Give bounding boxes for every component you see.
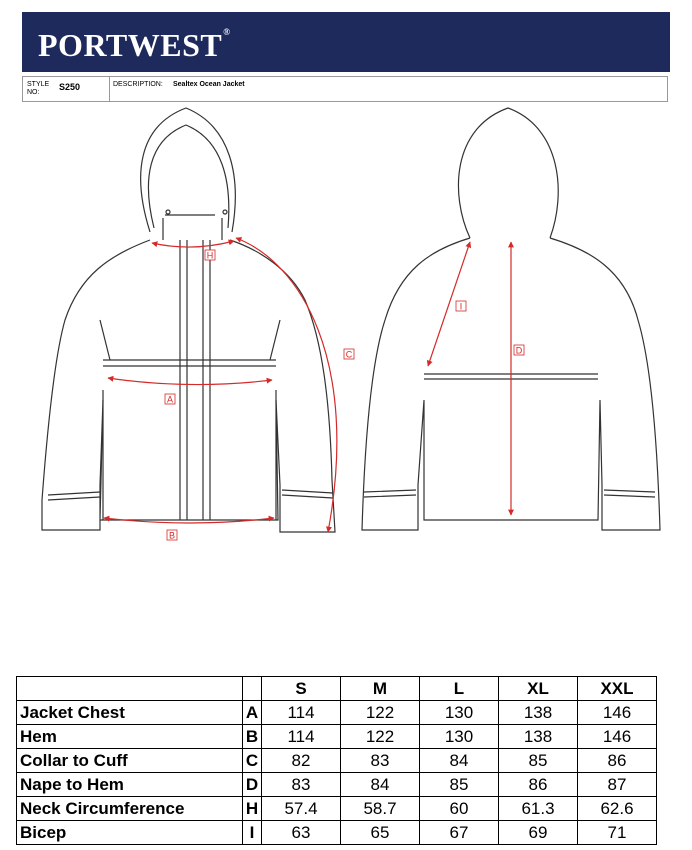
measurement-code: D <box>243 773 262 797</box>
size-header-xxl: XXL <box>578 677 657 701</box>
table-cell: 85 <box>420 773 499 797</box>
callout-h: H <box>206 250 214 261</box>
measurement-code: B <box>243 725 262 749</box>
table-cell: 114 <box>262 701 341 725</box>
table-cell: 138 <box>499 725 578 749</box>
measurement-code: A <box>243 701 262 725</box>
table-cell: 60 <box>420 797 499 821</box>
callout-b: B <box>168 530 176 541</box>
table-cell: 61.3 <box>499 797 578 821</box>
table-cell: 84 <box>420 749 499 773</box>
table-row <box>17 749 657 773</box>
table-cell: 71 <box>578 821 657 845</box>
table-row <box>17 797 657 821</box>
table-cell: 82 <box>262 749 341 773</box>
measurement-lines <box>104 238 511 532</box>
table-cell: 146 <box>578 701 657 725</box>
table-cell: 83 <box>262 773 341 797</box>
measure-line-h <box>152 241 234 247</box>
style-info-bar <box>22 76 668 102</box>
table-row <box>17 701 657 725</box>
table-cell: 57.4 <box>262 797 341 821</box>
size-header-l: L <box>420 677 499 701</box>
measurement-code: I <box>243 821 262 845</box>
table-cell: 146 <box>578 725 657 749</box>
jacket-front-view <box>42 108 335 532</box>
size-chart-table <box>16 676 657 845</box>
measurement-name: Bicep <box>17 821 243 845</box>
table-cell: 138 <box>499 701 578 725</box>
measurement-name: Neck Circumference <box>17 797 243 821</box>
table-cell: 86 <box>578 749 657 773</box>
measurement-name: Jacket Chest <box>17 701 243 725</box>
table-cell: 85 <box>499 749 578 773</box>
table-cell: 130 <box>420 701 499 725</box>
table-cell: 86 <box>499 773 578 797</box>
table-cell: 63 <box>262 821 341 845</box>
table-cell: 87 <box>578 773 657 797</box>
table-cell: 67 <box>420 821 499 845</box>
table-row <box>17 725 657 749</box>
table-cell: 83 <box>341 749 420 773</box>
jacket-technical-drawing <box>0 100 692 550</box>
table-cell: 62.6 <box>578 797 657 821</box>
measure-line-c <box>236 238 337 532</box>
table-cell: 130 <box>420 725 499 749</box>
callout-i: I <box>459 301 463 312</box>
measurement-name: Collar to Cuff <box>17 749 243 773</box>
size-header-s: S <box>262 677 341 701</box>
size-header-xl: XL <box>499 677 578 701</box>
table-cell: 58.7 <box>341 797 420 821</box>
table-cell: 84 <box>341 773 420 797</box>
table-cell: 69 <box>499 821 578 845</box>
description-label: DESCRIPTION: <box>113 81 163 88</box>
measurement-name: Nape to Hem <box>17 773 243 797</box>
style-cell <box>23 77 110 101</box>
callout-c: C <box>345 349 353 360</box>
table-cell: 114 <box>262 725 341 749</box>
table-cell: 122 <box>341 701 420 725</box>
table-row <box>17 773 657 797</box>
table-cell: 122 <box>341 725 420 749</box>
measure-line-a <box>108 378 272 385</box>
measurement-code: C <box>243 749 262 773</box>
table-row <box>17 821 657 845</box>
style-number: S250 <box>59 82 81 92</box>
callout-d: D <box>515 345 523 356</box>
size-header-row <box>17 677 657 701</box>
style-label: STYLE <box>27 81 50 88</box>
size-header-m: M <box>341 677 420 701</box>
style-label-no: NO: <box>27 89 40 96</box>
portwest-logo: PORTWEST® <box>38 27 231 63</box>
callout-a: A <box>166 394 174 405</box>
measurement-code: H <box>243 797 262 821</box>
description-value: Sealtex Ocean Jacket <box>173 81 245 88</box>
measurement-name: Hem <box>17 725 243 749</box>
table-cell: 65 <box>341 821 420 845</box>
